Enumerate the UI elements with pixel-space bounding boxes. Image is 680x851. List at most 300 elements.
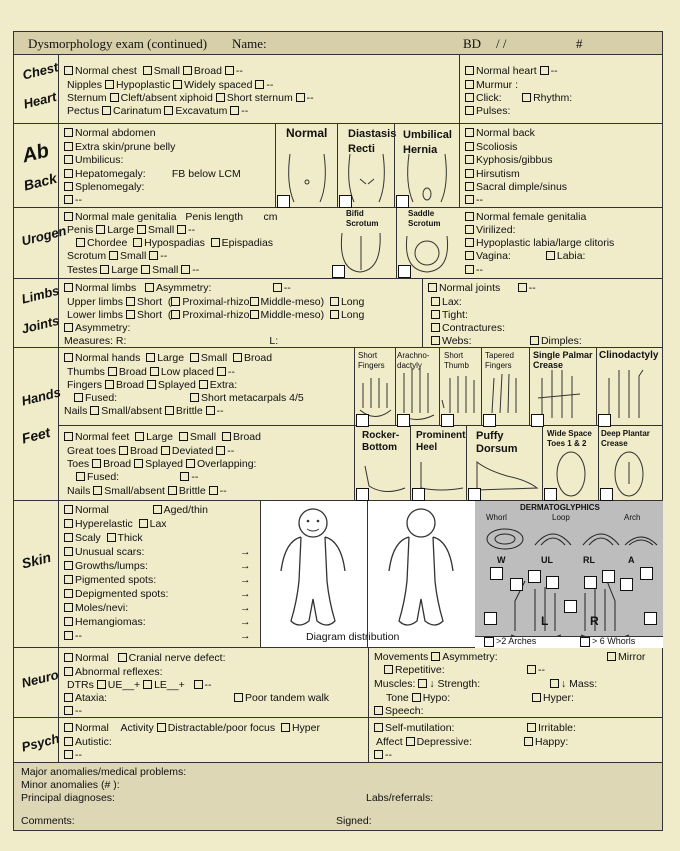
checkbox[interactable]	[126, 310, 135, 319]
skin-row-5: Growths/lumps:	[64, 560, 148, 573]
limbs-row-1: Normal limbs Asymmetry: --	[64, 282, 291, 295]
checkbox[interactable]	[230, 106, 239, 115]
checkbox[interactable]	[64, 667, 73, 676]
checkbox[interactable]	[465, 66, 474, 75]
checkbox[interactable]	[64, 706, 73, 715]
pic-checkbox[interactable]	[600, 488, 613, 501]
bd-label: BD	[463, 36, 482, 51]
skin-row-7: Depigmented spots:	[64, 588, 168, 601]
dermato-title: DERMATOGLYPHICS	[520, 503, 600, 512]
chest-row-3: Sternum Cleft/absent xiphoid Short sternum --	[67, 92, 314, 104]
feet-row-3: Toes Broad Splayed Overlapping:	[67, 458, 257, 470]
ab-row-6: --	[64, 194, 82, 207]
back-row-2: Scoliosis	[465, 141, 517, 154]
checkbox[interactable]	[281, 723, 290, 732]
checkbox[interactable]	[97, 680, 106, 689]
hands-row-3: Fingers Broad Splayed Extra:	[67, 379, 238, 391]
checkbox[interactable]	[431, 297, 440, 306]
checkbox[interactable]	[64, 169, 73, 178]
pic-checkbox[interactable]	[356, 488, 369, 501]
section-label-heart: Heart	[22, 88, 58, 112]
checkbox[interactable]	[157, 723, 166, 732]
ab-row-4: Hepatomegaly: FB below LCM	[64, 168, 241, 181]
checkbox[interactable]	[209, 486, 218, 495]
section-label-skin: Skin	[20, 548, 53, 572]
checkbox[interactable]	[134, 459, 143, 468]
checkbox[interactable]	[190, 353, 199, 362]
checkbox[interactable]	[412, 693, 421, 702]
hands-row-1: Normal hands Large Small Broad	[64, 352, 272, 365]
skin-row-4: Unusual scars:	[64, 546, 144, 559]
section-label-feet: Feet	[20, 424, 52, 447]
neuro-tandem: Poor tandem walk	[234, 692, 329, 705]
neuro-right-row-2: Repetitive:	[384, 664, 445, 677]
pic-label: Normal	[286, 126, 328, 140]
checkbox[interactable]	[532, 693, 541, 702]
checkbox[interactable]	[225, 66, 234, 75]
checkbox[interactable]	[465, 155, 474, 164]
skin-row-2: Hyperelastic Lax	[64, 518, 167, 531]
checkbox[interactable]	[64, 519, 73, 528]
checkbox[interactable]	[179, 432, 188, 441]
checkbox[interactable]	[64, 575, 73, 584]
pic-checkbox[interactable]	[468, 488, 481, 501]
checkbox[interactable]	[216, 93, 225, 102]
checkbox[interactable]	[92, 459, 101, 468]
dermato-w: W	[497, 555, 506, 565]
checkbox[interactable]	[431, 336, 440, 345]
section-label-psych: Psych	[20, 730, 61, 755]
heart-row-3: Click: Rhythm:	[465, 92, 572, 105]
feet-row-5: Nails Small/absent Brittle --	[67, 485, 227, 497]
checkbox[interactable]	[64, 533, 73, 542]
joints-row-3: Tight:	[431, 309, 468, 322]
checkbox[interactable]	[527, 723, 536, 732]
pic-label: Tapered Fingers	[485, 351, 514, 370]
checkbox[interactable]	[527, 665, 536, 674]
checkbox[interactable]	[546, 251, 555, 260]
name-label: Name:	[232, 36, 267, 51]
form-title: Dysmorphology exam (continued)	[28, 36, 208, 51]
checkbox[interactable]	[64, 212, 73, 221]
pic-label: Rocker-Bottom	[362, 430, 400, 453]
checkbox[interactable]	[465, 195, 474, 204]
arches-checkbox[interactable]	[484, 637, 494, 647]
checkbox[interactable]	[250, 310, 259, 319]
checkbox[interactable]	[64, 432, 73, 441]
dermato-checkbox[interactable]	[490, 567, 503, 580]
psych-irritable: Irritable:	[527, 722, 576, 735]
principal-diagnoses-label: Principal diagnoses:	[21, 792, 115, 804]
urogen-row-3: Chordee Hypospadias Epispadias	[76, 237, 273, 250]
checkbox[interactable]	[234, 693, 243, 702]
skin-row-8: Moles/nevi:	[64, 602, 128, 615]
checkbox[interactable]	[206, 406, 215, 415]
checkbox[interactable]	[64, 653, 73, 662]
pic-label: Bifid Scrotum	[346, 209, 379, 228]
checkbox[interactable]	[96, 225, 105, 234]
back-row-6: --	[465, 194, 483, 207]
dermato-l: L	[541, 614, 549, 628]
checkbox[interactable]	[330, 297, 339, 306]
section-label-hands: Hands	[20, 384, 63, 409]
checkbox[interactable]	[64, 589, 73, 598]
checkbox[interactable]	[211, 238, 220, 247]
checkbox[interactable]	[150, 367, 159, 376]
checkbox[interactable]	[194, 680, 203, 689]
back-row-1: Normal back	[465, 127, 535, 140]
checkbox[interactable]	[153, 505, 162, 514]
dermato-r: R	[590, 614, 599, 628]
dermato-arch: Arch	[624, 513, 641, 522]
checkbox[interactable]	[181, 265, 190, 274]
signed-label: Signed:	[336, 815, 372, 827]
dermato-checkbox[interactable]	[602, 570, 615, 583]
psych-row-3: --	[64, 749, 82, 762]
checkbox[interactable]	[180, 472, 189, 481]
pic-label: Single Palmar Crease	[533, 350, 593, 370]
chest-row-2: Nipples Hypoplastic Widely spaced --	[67, 79, 274, 91]
checkbox[interactable]	[384, 665, 393, 674]
dermato-checkbox[interactable]	[564, 600, 577, 613]
psych-right-row-1: Self-mutilation:	[374, 722, 454, 735]
dermato-whorl: Whorl	[486, 513, 507, 522]
checkbox[interactable]	[110, 93, 119, 102]
checkbox[interactable]	[64, 195, 73, 204]
checkbox[interactable]	[186, 459, 195, 468]
checkbox[interactable]	[465, 251, 474, 260]
dermato-checkbox[interactable]	[546, 576, 559, 589]
checkbox[interactable]	[522, 93, 531, 102]
pic-label: Short Fingers	[358, 351, 385, 370]
psych-happy: Happy:	[524, 736, 568, 749]
dermato-a: A	[628, 555, 635, 565]
checkbox[interactable]	[76, 238, 85, 247]
hands-row-4: Fused: Short metacarpals 4/5	[74, 392, 304, 405]
pic-label: Saddle Scrotum	[408, 209, 441, 228]
neuro-mass: ↓ Mass:	[550, 678, 597, 691]
female-row-3: Hypoplastic labia/large clitoris	[465, 237, 614, 250]
checkbox[interactable]	[164, 106, 173, 115]
dermato-checkbox[interactable]	[640, 567, 653, 580]
checkbox[interactable]	[524, 737, 533, 746]
female-row-5: --	[465, 264, 483, 277]
checkbox[interactable]	[190, 393, 199, 402]
checkbox[interactable]	[465, 238, 474, 247]
psych-row-2: Autistic:	[64, 736, 112, 749]
checkbox[interactable]	[118, 653, 127, 662]
checkbox[interactable]	[465, 142, 474, 151]
ab-row-3: Umbilicus:	[64, 154, 123, 167]
skin-row-1: Normal Aged/thin	[64, 504, 208, 517]
checkbox[interactable]	[141, 265, 150, 274]
neuro-row-5: --	[64, 705, 82, 718]
dermato-checkbox[interactable]	[484, 612, 497, 625]
checkbox[interactable]	[255, 80, 264, 89]
dermato-checkbox[interactable]	[528, 570, 541, 583]
neuro-row-3: DTRs UE__+ LE__+ --	[67, 679, 212, 691]
checkbox[interactable]	[64, 547, 73, 556]
divider	[367, 501, 368, 647]
hands-row-2: Thumbs Broad Low placed --	[67, 366, 235, 378]
checkbox[interactable]	[273, 283, 282, 292]
checkbox[interactable]	[143, 66, 152, 75]
chest-row-1: Normal chest Small Broad --	[64, 65, 243, 78]
limbs-row-2: Upper limbs Short ( Proximal-rhizo Middle-meso) Long	[67, 296, 365, 308]
column-line	[368, 647, 369, 762]
checkbox[interactable]	[406, 737, 415, 746]
neuro-row-4: Ataxia:	[64, 692, 107, 705]
section-label-ab: Ab	[20, 139, 52, 168]
pic-label: Puffy Dorsum	[476, 430, 518, 455]
pic-checkbox[interactable]	[398, 265, 411, 278]
feet-row-4: Fused: --	[76, 471, 198, 484]
pic-label: Diastasis Recti	[348, 128, 397, 155]
arrow-icon: →	[240, 546, 251, 558]
neuro-right-row-1: Movements Asymmetry:	[374, 651, 498, 663]
checkbox[interactable]	[374, 723, 383, 732]
pic-checkbox[interactable]	[339, 195, 352, 208]
urogen-row-5: Testes Large Small --	[67, 264, 200, 276]
checkbox[interactable]	[216, 446, 225, 455]
checkbox[interactable]	[105, 80, 114, 89]
neuro-right-row-5: Speech:	[374, 705, 424, 718]
whorls-checkbox[interactable]	[580, 637, 590, 647]
section-label-limbs: Limbs	[20, 282, 61, 307]
checkbox[interactable]	[100, 265, 109, 274]
dermato-checkbox[interactable]	[510, 578, 523, 591]
checkbox[interactable]	[465, 182, 474, 191]
pic-label: Deep Plantar Crease	[601, 429, 650, 448]
arrow-icon: →	[240, 630, 251, 642]
checkbox[interactable]	[171, 310, 180, 319]
checkbox[interactable]	[431, 310, 440, 319]
checkbox[interactable]	[126, 297, 135, 306]
female-row-4: Vagina: Labia:	[465, 250, 585, 263]
divider	[14, 278, 662, 279]
checkbox[interactable]	[161, 446, 170, 455]
section-label-urogen: Urogen	[20, 222, 68, 249]
checkbox[interactable]	[64, 750, 73, 759]
checkbox[interactable]	[64, 182, 73, 191]
checkbox[interactable]	[465, 128, 474, 137]
chest-row-4: Pectus Carinatum Excavatum --	[67, 105, 249, 117]
pic-checkbox[interactable]	[412, 488, 425, 501]
female-row-2: Virilized:	[465, 224, 516, 237]
checkbox[interactable]	[550, 679, 559, 688]
skin-row-9: Hemangiomas:	[64, 616, 146, 629]
dermato-checkbox[interactable]	[620, 578, 633, 591]
checkbox[interactable]	[428, 283, 437, 292]
checkbox[interactable]	[465, 93, 474, 102]
checkbox[interactable]	[149, 251, 158, 260]
checkbox[interactable]	[199, 380, 208, 389]
column-line	[422, 278, 423, 347]
neuro-hyper: Hyper:	[532, 692, 574, 705]
pic-checkbox[interactable]	[277, 195, 290, 208]
checkbox[interactable]	[108, 367, 117, 376]
checkbox[interactable]	[465, 265, 474, 274]
checkbox[interactable]	[64, 505, 73, 514]
major-anomalies-label: Major anomalies/medical problems:	[21, 766, 187, 778]
checkbox[interactable]	[64, 737, 73, 746]
minor-anomalies-label: Minor anomalies (# ):	[21, 779, 120, 791]
checkbox[interactable]	[74, 393, 83, 402]
neuro-row-2: Abnormal reflexes:	[64, 666, 163, 679]
urogen-row-1: Normal male genitalia Penis length cm	[64, 211, 278, 224]
checkbox[interactable]	[183, 66, 192, 75]
checkbox[interactable]	[90, 406, 99, 415]
checkbox[interactable]	[145, 283, 154, 292]
checkbox[interactable]	[465, 169, 474, 178]
whorls-label: > 6 Whorls	[592, 636, 636, 646]
checkbox[interactable]	[107, 533, 116, 542]
neuro-right-row-3: Muscles: ↓ Strength:	[374, 678, 481, 690]
checkbox[interactable]	[217, 367, 226, 376]
checkbox[interactable]	[431, 652, 440, 661]
comments-label: Comments:	[21, 815, 75, 827]
checkbox[interactable]	[330, 310, 339, 319]
checkbox[interactable]	[64, 693, 73, 702]
pic-label: Wide Space Toes 1 & 2	[547, 429, 592, 448]
pic-label: Arachno-dactyly	[397, 351, 430, 370]
feet-row-1: Normal feet Large Small Broad	[64, 431, 261, 444]
section-label-chest: Chest	[21, 59, 60, 83]
checkbox[interactable]	[374, 750, 383, 759]
neuro-repetitive-dash: --	[527, 664, 545, 677]
checkbox[interactable]	[146, 353, 155, 362]
joints-row-4: Contractures:	[431, 322, 505, 335]
arrow-icon: →	[240, 616, 251, 628]
arrow-icon: →	[240, 602, 251, 614]
checkbox[interactable]	[64, 66, 73, 75]
skin-row-10: --	[64, 630, 82, 643]
joints-row-2: Lax:	[431, 296, 462, 309]
checkbox[interactable]	[102, 106, 111, 115]
pic-label: Umbilical Hernia	[403, 129, 452, 156]
ab-row-5: Splenomegaly:	[64, 181, 144, 194]
checkbox[interactable]	[93, 486, 102, 495]
psych-right-row-3: --	[374, 749, 392, 762]
pic-label: Prominent Heel	[416, 430, 466, 453]
checkbox[interactable]	[64, 353, 73, 362]
bd-slashes: / /	[496, 36, 507, 51]
checkbox[interactable]	[530, 336, 539, 345]
checkbox[interactable]	[64, 723, 73, 732]
limbs-row-3: Lower limbs Short ( Proximal-rhizo Middle-meso) Long	[67, 309, 365, 321]
pic-label: Short Thumb	[444, 351, 469, 370]
checkbox[interactable]	[518, 283, 527, 292]
body-outline-icon	[261, 501, 475, 647]
female-row-1: Normal female genitalia	[465, 211, 586, 224]
back-row-3: Kyphosis/gibbus	[465, 154, 552, 167]
checkbox[interactable]	[465, 106, 474, 115]
back-row-4: Hirsutism	[465, 168, 520, 181]
checkbox[interactable]	[64, 617, 73, 626]
checkbox[interactable]	[135, 432, 144, 441]
urogen-row-4: Scrotum Small --	[67, 250, 168, 262]
checkbox[interactable]	[431, 323, 440, 332]
arrow-icon: →	[240, 560, 251, 572]
checkbox[interactable]	[137, 225, 146, 234]
checkbox[interactable]	[173, 80, 182, 89]
urogen-row-2: Penis Large Small --	[67, 224, 196, 236]
pic-checkbox[interactable]	[396, 195, 409, 208]
checkbox[interactable]	[374, 706, 383, 715]
section-label-joints: Joints	[20, 312, 61, 337]
checkbox[interactable]	[64, 283, 73, 292]
dermato-ul: UL	[541, 555, 553, 565]
checkbox[interactable]	[143, 680, 152, 689]
arrow-icon: →	[240, 588, 251, 600]
neuro-right-row-4: Tone Hypo:	[386, 692, 451, 704]
section-label-back: Back	[22, 169, 59, 194]
pic-checkbox[interactable]	[544, 488, 557, 501]
checkbox[interactable]	[109, 251, 118, 260]
neuro-mirror: Mirror	[607, 651, 645, 664]
checkbox[interactable]	[64, 561, 73, 570]
arches-label: >2 Arches	[496, 636, 537, 646]
checkbox[interactable]	[64, 142, 73, 151]
heart-row-4: Pulses:	[465, 105, 510, 118]
label-column-line	[58, 55, 59, 762]
psych-row-1: Normal Activity Distractable/poor focus Hyper	[64, 722, 320, 735]
skin-row-6: Pigmented spots:	[64, 574, 156, 587]
checkbox[interactable]	[119, 446, 128, 455]
checkbox[interactable]	[233, 353, 242, 362]
checkbox[interactable]	[607, 652, 616, 661]
checkbox[interactable]	[296, 93, 305, 102]
psych-right-row-2: Affect Depressive:	[376, 736, 473, 748]
checkbox[interactable]	[465, 80, 474, 89]
checkbox[interactable]	[64, 155, 73, 164]
checkbox[interactable]	[105, 380, 114, 389]
hands-row-5: Nails Small/absent Brittle --	[64, 405, 224, 417]
hash-label: #	[576, 36, 583, 51]
section-label-neuro: Neuro	[20, 666, 61, 691]
joints-row-5: Webs: Dimples:	[431, 335, 582, 348]
labs-referrals-label: Labs/referrals:	[366, 792, 434, 804]
pic-label: Clinodactyly	[599, 350, 659, 361]
checkbox[interactable]	[64, 323, 73, 332]
heart-row-2: Murmur :	[465, 79, 518, 92]
checkbox[interactable]	[250, 297, 259, 306]
pic-checkbox[interactable]	[332, 265, 345, 278]
checkbox[interactable]	[64, 631, 73, 640]
dermato-rl: RL	[583, 555, 595, 565]
checkbox[interactable]	[540, 66, 549, 75]
checkbox[interactable]	[64, 128, 73, 137]
checkbox[interactable]	[64, 603, 73, 612]
checkbox[interactable]	[133, 238, 142, 247]
checkbox[interactable]	[76, 472, 85, 481]
checkbox[interactable]	[147, 380, 156, 389]
checkbox[interactable]	[222, 432, 231, 441]
dermato-checkbox[interactable]	[644, 612, 657, 625]
checkbox[interactable]	[465, 212, 474, 221]
dermato-loop: Loop	[552, 513, 570, 522]
checkbox[interactable]	[139, 519, 148, 528]
checkbox[interactable]	[418, 679, 427, 688]
checkbox[interactable]	[168, 486, 177, 495]
ab-row-2: Extra skin/prune belly	[64, 141, 175, 154]
checkbox[interactable]	[177, 225, 186, 234]
checkbox[interactable]	[165, 406, 174, 415]
checkbox[interactable]	[171, 297, 180, 306]
dermato-checkbox[interactable]	[584, 576, 597, 589]
checkbox[interactable]	[465, 225, 474, 234]
back-row-5: Sacral dimple/sinus	[465, 181, 567, 194]
